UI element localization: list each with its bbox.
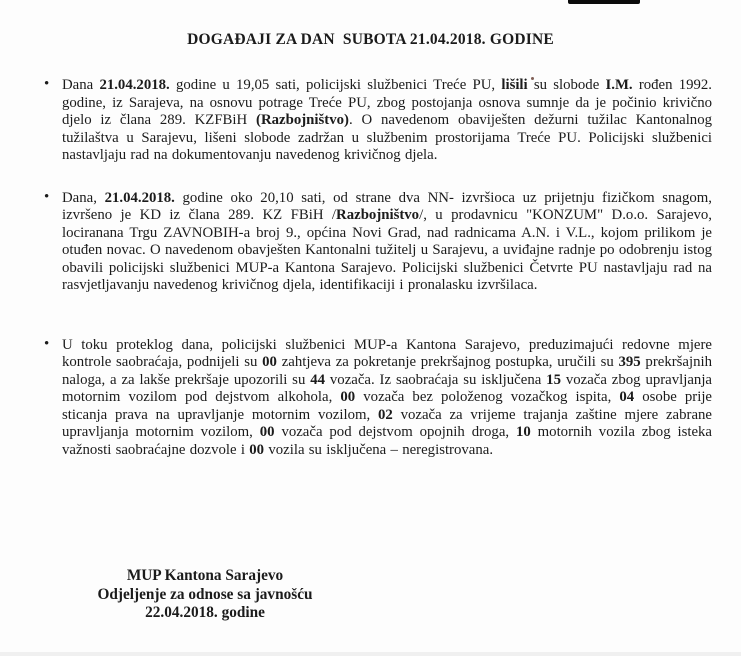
document-title: DOGAĐAJI ZA DAN SUBOTA 21.04.2018. GODINE xyxy=(187,31,554,48)
event-paragraph-2 xyxy=(43,190,712,295)
event-list xyxy=(43,77,712,459)
signature-organization: MUP Kantona Sarajevo xyxy=(126,567,284,584)
event-paragraph-1 xyxy=(43,77,712,165)
signature-block xyxy=(85,567,325,623)
paragraph-text: U toku proteklog dana, policijski službenici MUP-a Kantona Sarajevo, preduzimajući redovne mjere kontrole saobraćaja, podnijeli su 00 zahtjeva za pokretanje prekršajnog postupka, uručili su 395 prekršajnih naloga, a za lakše prekršaje upozorili su 44 vozača. Iz saobraćaja su isključena 15 vozača zbog upravljanja motornim vozilom pod dejstvom alkohola, 00 vozača bez položenog vozačkog ispita, 04 osobe prije sticanja prava na upravljanje motornim vozilom, 02 vozača za vrijeme trajanja zaštine mjere zabrane upravljanja motornim vozilom, 00 vozača pod dejstvom opojnih droga, 10 motornih vozila zbog isteka važnosti saobraćajne dozvole i 00 vozila su isključena – neregistrovana. xyxy=(62,336,713,458)
bullet-icon: • xyxy=(44,335,50,352)
bullet-icon: • xyxy=(44,188,50,205)
scan-artifact-streak xyxy=(568,0,640,4)
paragraph-text: Dana 21.04.2018. godine u 19,05 sati, policijski službenici Treće PU, lišili su slobode I.M. rođen 1992. godine, iz Sarajeva, na osnovu potrage Treće PU, zbog postojanja osnova sumnje da je počinio krivično djelo iz člana 289. KZFBiH (Razbojništvo). O navedenom obaviješten dežurni tužilac Kantonalnog tužilaštva u Sarajevu, lišeni slobode zadržan u službenim prostorijama Treće PU. Policijski službenici nastavljaju rad na dokumentovanju navedenog krivičnog djela. xyxy=(62,77,713,163)
signature-department: Odjeljenje za odnose sa javnošću xyxy=(97,585,313,603)
bullet-icon: • xyxy=(44,76,50,92)
signature-date: 22.04.2018. godine xyxy=(145,604,265,622)
paragraph-text: Dana, 21.04.2018. godine oko 20,10 sati, od strane dva NN- izvršioca uz prijetnju fizičkom snagom, izvršeno je KD iz člana 289. KZ FBiH /Razbojništvo/, u prodavnicu "KONZUM" D.o.o. Sarajevo, lociranana Trgu ZAVNOBIH-a broj 9., općina Novi Grad, nad radnicama A.N. i V.L., kojom prilikom je otuđen novac. O navedenom obavješten Kantonalni tužitelj u Sarajevu, a uviđajne radnje po odobrenju istog obavili policijski službenici MUP-a Kantona Sarajevo. Policijski službenici Četvrte PU nastavljaju rad na rasvjetljavanju navedenog krivičnog djela, identifikaciji i pronalasku izvršilaca. xyxy=(62,189,713,293)
event-paragraph-3 xyxy=(43,337,712,460)
scan-artifact-bottom-edge xyxy=(0,652,741,656)
